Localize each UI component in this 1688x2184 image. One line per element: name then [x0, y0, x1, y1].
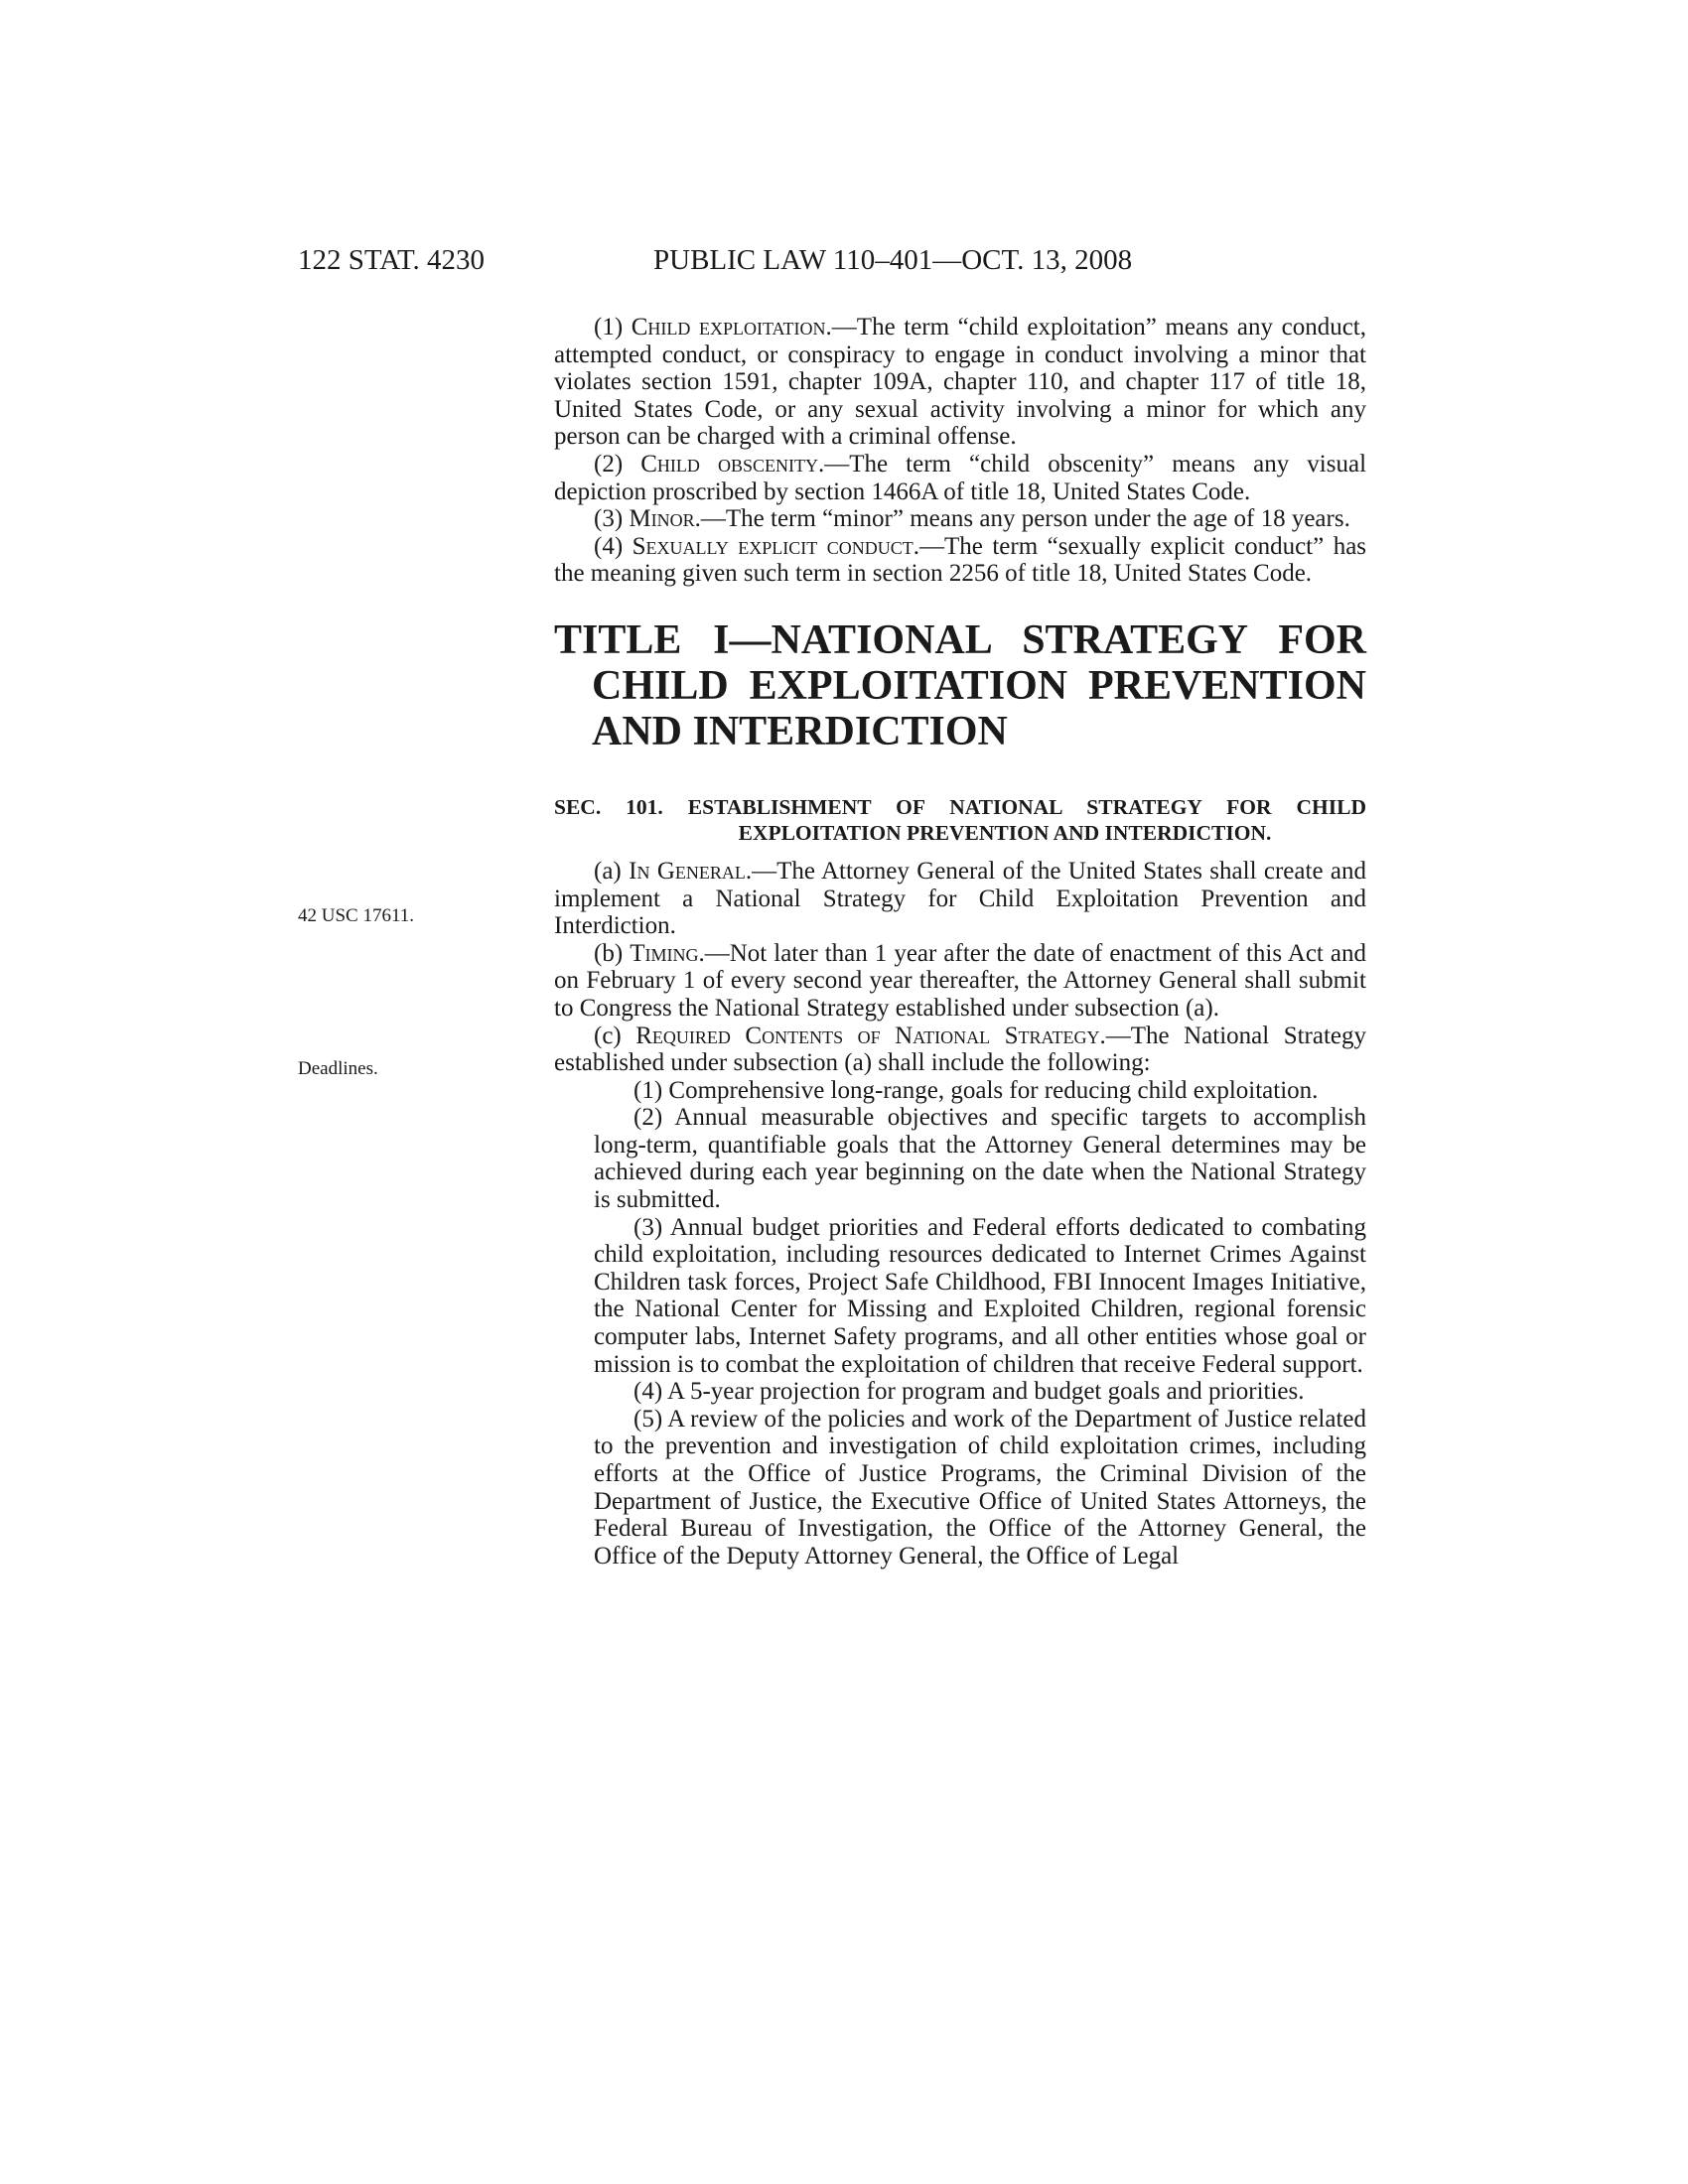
section-heading-line-1: SEC. 101. ESTABLISHMENT OF NATIONAL STRATEGY FOR CHILD — [554, 794, 1366, 819]
content-item-4: (4) A 5-year projection for program and budget goals and priorities. — [633, 1378, 1305, 1406]
definition-term: Sexually explicit conduct — [632, 532, 914, 560]
subsection-b — [554, 940, 1366, 1023]
definition-text: .—The term “child obscenity” means any visual depiction proscribed by section 1466A of title 18, United States Code. — [554, 450, 1367, 505]
title-line-1: TITLE I—NATIONAL STRATEGY FOR — [554, 616, 1366, 663]
content-item-5: (5) A review of the policies and work of the Department of Justice related to the prevention and investigation of child exploitation crimes, including efforts at the Office of Justice Programs, the Criminal Division of the Department of Justice, the Executive Office of United States Attorneys, the Federal Bureau of Investigation, the Office of the Attorney General, the Office of the Deputy Attorney General, the Office of Legal — [594, 1405, 1366, 1570]
definition-3 — [554, 505, 1366, 533]
subsection-a — [554, 858, 1366, 940]
title-line-2: CHILD EXPLOITATION PREVENTION — [592, 662, 1366, 709]
subsection-heading: In General — [629, 857, 746, 885]
definition-number: (2) — [594, 450, 624, 478]
definition-number: (4) — [594, 532, 624, 560]
public-law-citation: PUBLIC LAW 110–401—OCT. 13, 2008 — [653, 244, 1133, 276]
statute-page-number: 122 STAT. 4230 — [298, 244, 486, 276]
definition-term: Minor — [629, 505, 695, 533]
definition-text: .—The term “minor” means any person under the age of 18 years. — [694, 505, 1350, 533]
subsection-c — [554, 1023, 1366, 1077]
title-heading — [554, 617, 1366, 754]
sidenote-deadlines: Deadlines. — [298, 1058, 378, 1079]
subsection-text: .—The Attorney General of the United States shall create and implement a National Strategy for Child Exploitation Prevention and Interdiction. — [554, 857, 1366, 940]
subsection-heading: Timing — [630, 939, 699, 967]
subsection-number: (a) — [594, 857, 622, 885]
definition-number: (1) — [594, 314, 624, 341]
page-header — [0, 244, 1688, 284]
definition-number: (3) — [594, 505, 624, 533]
subsection-number: (b) — [594, 939, 624, 967]
title-line-3: AND INTERDICTION — [592, 708, 1008, 754]
subsection-text: .—Not later than 1 year after the date of enactment of this Act and on February 1 of every second year thereafter, the Attorney General shall submit to Congress the National Strategy established under subsection (a). — [554, 939, 1366, 1022]
content-item-1: (1) Comprehensive long-range, goals for reducing child exploitation. — [633, 1076, 1319, 1104]
content-item-2: (2) Annual measurable objectives and specific targets to accomplish long-term, quantifiable goals that the Attorney General determines may be achieved during each year beginning on the date when the National Strategy is submitted. — [594, 1104, 1366, 1214]
definition-term: Child obscenity — [640, 450, 818, 478]
subsection-text: .—The National Strategy established under subsection (a) shall include the following: — [554, 1022, 1367, 1077]
document-body — [554, 314, 1366, 1570]
content-item-3: (3) Annual budget priorities and Federal efforts dedicated to combating child exploitation, including resources dedicated to Internet Crimes Against Children task forces, Project Safe Childhood, FBI Innocent Images Initiative, the National Center for Missing and Exploited Children, regional forensic computer labs, Internet Safety programs, and all other entities whose goal or mission is to combat the exploitation of children that receive Federal support. — [594, 1213, 1366, 1378]
definition-text: .—The term “child exploitation” means any conduct, attempted conduct, or conspiracy to engage in conduct involving a minor that violates section 1591, chapter 109A, chapter 110, and chapter 117 of title 18, United States Code, or any sexual activity involving a minor for which any person can be charged with a criminal offense. — [554, 314, 1366, 451]
definition-1 — [554, 314, 1366, 451]
section-heading-line-2: EXPLOITATION PREVENTION AND INTERDICTION. — [738, 820, 1272, 845]
subsection-heading: Required Contents of National Strategy — [635, 1022, 1100, 1049]
definition-text: .—The term “sexually explicit conduct” has the meaning given such term in section 2256 of title 18, United States Code. — [554, 532, 1367, 588]
subsection-number: (c) — [594, 1022, 622, 1049]
definition-4 — [554, 533, 1366, 588]
definition-2 — [554, 451, 1366, 505]
definition-term: Child exploitation — [631, 314, 826, 341]
sidenote-usc: 42 USC 17611. — [298, 905, 415, 926]
